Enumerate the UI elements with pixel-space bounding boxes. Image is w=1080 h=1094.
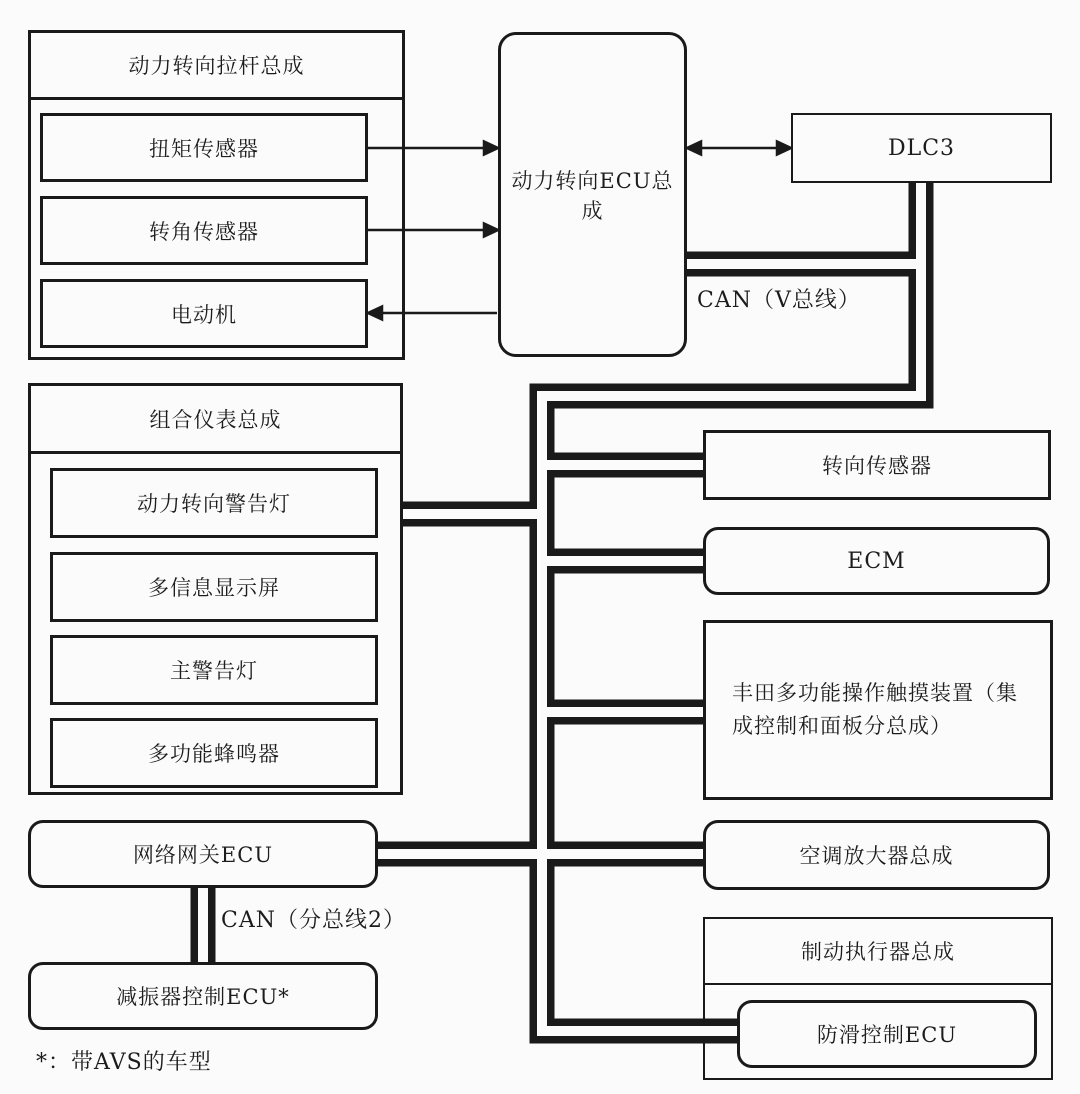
node-master-warning-light: 主警告灯 [50,635,378,705]
node-toyota-multi-touch-label: 丰田多功能操作触摸装置（集成控制和面板分总成） [732,681,1018,738]
node-multi-function-buzzer: 多功能蜂鸣器 [50,718,378,788]
group-power-steering-link-title: 动力转向拉杆总成 [31,33,402,100]
footnote-avs: *：带AVS的车型 [36,1050,212,1075]
node-angle-sensor: 转角传感器 [40,196,368,265]
group-combination-meter-title: 组合仪表总成 [31,386,400,454]
node-power-steering-warning-light: 动力转向警告灯 [50,468,378,538]
node-dlc3: DLC3 [791,113,1052,183]
node-ac-amplifier: 空调放大器总成 [703,820,1050,890]
bus-label-can-sub2: CAN（分总线2） [221,908,406,933]
node-power-steering-ecu: 动力转向ECU总成 [498,32,687,357]
node-torque-sensor: 扭矩传感器 [40,113,368,182]
node-steering-sensor: 转向传感器 [703,430,1051,500]
bus-label-can-v: CAN（V总线） [697,288,861,313]
node-ecm: ECM [703,527,1050,595]
node-multi-info-display: 多信息显示屏 [50,552,378,622]
node-antiskid-control-ecu: 防滑控制ECU [737,1000,1037,1068]
node-damper-control-ecu: 减振器控制ECU* [28,962,378,1030]
node-network-gateway-ecu: 网络网关ECU [28,820,378,888]
group-brake-actuator-title: 制动执行器总成 [705,919,1051,985]
node-electric-motor: 电动机 [40,279,368,348]
